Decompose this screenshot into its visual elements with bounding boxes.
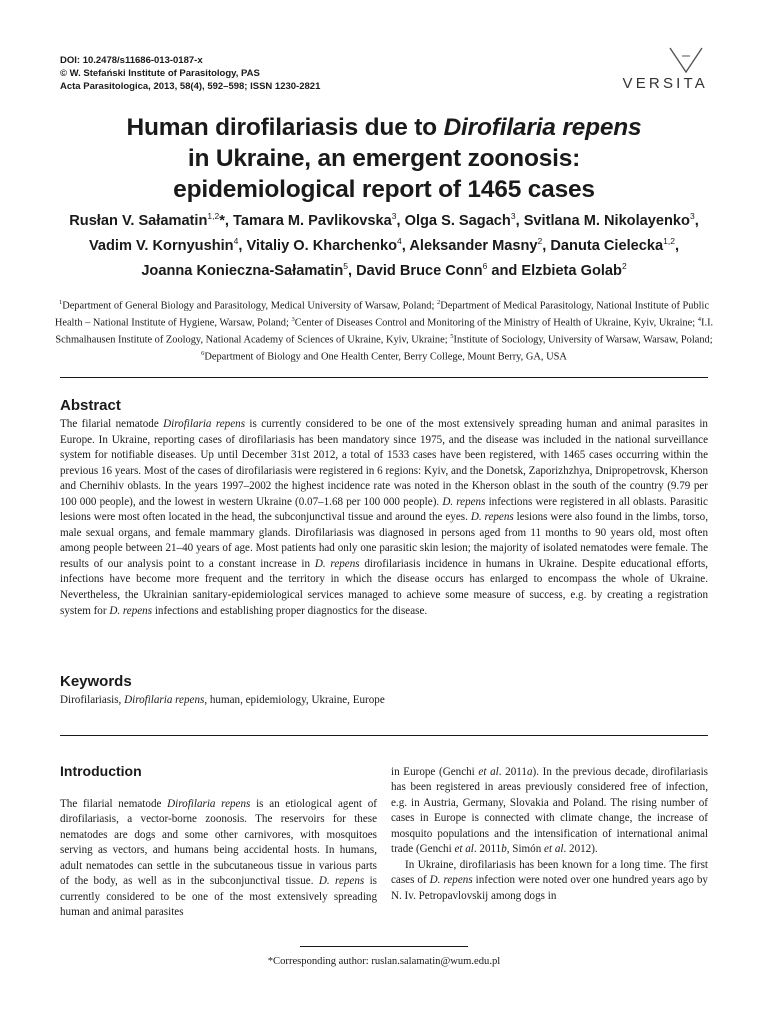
abstract-text-segment: The filarial nematode: [60, 418, 164, 430]
corresponding-author[interactable]: *Corresponding author: ruslan.salamatin@wum.edu.pl: [267, 956, 501, 967]
section-divider: [60, 377, 708, 378]
author-affil-sup: 2: [537, 235, 543, 246]
author-name: Elzbieta Golab: [521, 262, 622, 279]
intro-text-segment: ). In the previous decade, dirofilariasis has been registered in areas previously considered free of infection, e.g. in Austria, Germany, Slovakia and Poland. The rising number of cases in Europe is connected with climate change, the increase of mosquito populations and the intensification of international animal trade (Genchi: [391, 766, 708, 856]
intro-text-segment: in Europe (Genchi: [391, 766, 479, 778]
author-affil-sup: 1,2: [207, 211, 220, 221]
paper-title: [40, 112, 728, 205]
author-sep: ,: [238, 237, 247, 254]
author-line: [40, 206, 728, 231]
affil-sup: 1: [58, 299, 63, 306]
author-sep: ,: [542, 237, 551, 254]
versita-mark-icon: [586, 46, 708, 76]
author-name: David Bruce Conn: [356, 262, 483, 279]
author-sep: ,: [396, 212, 405, 229]
author-name: Tamara M. Pavlikovska: [233, 212, 392, 229]
intro-species: D. repens: [429, 874, 473, 887]
author-affil-sup: 4: [233, 235, 239, 246]
keywords-heading: Keywords: [60, 673, 132, 690]
intro-text-segment: . 2012).: [563, 843, 598, 856]
affiliation: Department of Biology and One Health Center, Berry College, Mount Berry, GA, USA: [204, 351, 567, 363]
journal-citation: Acta Parasitologica, 2013, 58(4), 592–598; ISSN 1230-2821: [60, 81, 321, 92]
abstract-text-segment: is currently considered to be one of the most extensively spreading human and animal parasites in Europe. In Ukraine, reporting cases of dirofilariasis has been mandatory since 1975, and the disease was included in the national surveillance system for notifiable diseases. Up until December 31st 2012, a total of 1533 cases have been registered, with 1465 cases occurring within the previous 16 years. Most of the cases of dirofilariasis were registered in 6 regions: Kyiv, and the Donetsk, Zaporizhzhya, Dnipropetrovsk, Kherson and Chernihiv oblasts. In the years 1997–2002 the highest incidence rate was noted in the Kherson oblast in the south of the country (9.79 per 100 000 people), and the lowest in western Ukraine (0.07–1.68 per 100 000 people).: [60, 418, 708, 508]
affiliation: Department of Medical Parasitology, National Institute of Public Health – National Institute of Hygiene, Warsaw, Poland;: [54, 300, 710, 329]
author-sep: ,: [401, 237, 410, 254]
abstract-species: D. repens: [314, 557, 360, 570]
introduction-heading: Introduction: [60, 763, 142, 779]
publisher-name: VERSITA: [622, 75, 708, 92]
title-species: Dirofilaria repens: [443, 114, 642, 141]
intro-species: D. repens: [318, 875, 365, 888]
affiliation: Department of General Biology and Parasitology, Medical University of Warsaw, Poland;: [62, 300, 437, 312]
doi[interactable]: DOI: 10.2478/s11686-013-0187-x: [60, 55, 203, 66]
footnote-rule: [300, 946, 468, 947]
author-affil-sup: 2: [621, 260, 627, 271]
keyword-species: Dirofilaria repens: [124, 694, 205, 706]
intro-right-column: [391, 765, 708, 904]
abstract-species: Dirofilaria repens: [163, 418, 246, 430]
author-name: Vadim V. Kornyushin: [88, 237, 234, 254]
intro-text-segment: The filarial nematode: [60, 798, 168, 810]
author-affil-sup: 1,2: [663, 235, 675, 246]
author-line: [40, 231, 728, 256]
author-affil-sup: 6: [482, 260, 488, 271]
affil-sup: 3: [291, 315, 295, 323]
abstract-species: D. repens: [442, 495, 486, 508]
abstract-species: D. repens: [109, 604, 153, 617]
author-sep: *,: [219, 212, 234, 229]
author-sep: ,: [674, 237, 680, 254]
affiliation: Institute of Sociology, University of Warsaw, Warsaw, Poland;: [453, 334, 713, 346]
intro-paragraph: [60, 797, 377, 921]
author-sep: ,: [515, 212, 524, 229]
title-line-3: epidemiological report of 1465 cases: [173, 176, 595, 203]
article-metadata: [60, 54, 320, 93]
author-name: Vitaliy O. Kharchenko: [246, 237, 398, 254]
author-affil-sup: 3: [510, 211, 516, 221]
author-sep: ,: [347, 262, 357, 279]
intro-text-segment: is an etiological agent of dirofilariasis, a vector-borne zoonosis. The reservoirs for these nematodes are dogs and some other carnivores, with mosquitoes serving as vectors, and humans being accidental hosts. In humans, adult nematodes can settle in the subcutaneous tissue in various parts of the body, as well as in the subconjunctival tissue.: [60, 798, 377, 888]
abstract-text-segment: lesions were also found in the limbs, torso, male sexual organs, and female mammary glands. Dirofilariasis was diagnosed in persons aged from 11 months to 90 years old, most often among people between 21–40 years of age. Most patients had only one parasitic skin lesion; the majority of isolated nematodes were female. The results of our analysis point to a constant increase in: [60, 511, 708, 570]
author-name: Danuta Cielecka: [550, 237, 664, 254]
publisher-logo: [586, 46, 708, 92]
author-name: Joanna Konieczna-Sałamatin: [141, 262, 344, 279]
title-line-1: Human dirofilariasis due to: [126, 114, 444, 141]
intro-paragraph: [391, 765, 708, 858]
author-affil-sup: 3: [391, 211, 397, 221]
author-name: Olga S. Sagach: [404, 212, 511, 229]
abstract-species: D. repens: [470, 511, 514, 524]
author-affil-sup: 3: [689, 211, 695, 221]
intro-text-segment: infection were noted over one hundred years ago by N. Iv. Petropavlovskij among dogs in: [391, 874, 708, 902]
affil-sup: 6: [201, 349, 205, 357]
keyword: , human, epidemiology, Ukraine, Europe: [204, 694, 385, 706]
title-line-2: in Ukraine, an emergent zoonosis:: [187, 145, 581, 172]
author-affil-sup: 4: [397, 235, 402, 246]
abstract-heading: Abstract: [60, 397, 121, 414]
affil-sup: 2: [436, 299, 441, 306]
intro-text-segment: In Ukraine, dirofilariasis has been known for a long time. The first cases of: [391, 858, 708, 887]
author-name: Rusłan V. Sałamatin: [69, 212, 208, 229]
author-affil-sup: 5: [343, 260, 348, 271]
keywords-list: [60, 693, 708, 708]
intro-citation-etal: et al: [454, 843, 474, 856]
intro-citation-etal: et al: [478, 766, 499, 778]
author-sep: ,: [694, 212, 699, 229]
intro-text-segment: . 2011: [473, 843, 502, 856]
affiliation: Center of Diseases Control and Monitoring of the Ministry of Health of Ukraine, Kyiv, Ukraine;: [294, 317, 698, 329]
affiliations: [48, 296, 720, 364]
intro-text-segment: . 2011: [498, 766, 527, 778]
section-divider: [60, 735, 708, 736]
abstract-text-segment: infections and establishing proper diagnostics for the disease.: [152, 604, 428, 617]
abstract-text: [60, 417, 708, 619]
author-name: Aleksander Masny: [409, 237, 538, 254]
intro-species: Dirofilaria repens: [167, 798, 251, 810]
intro-citation-letter: b: [501, 843, 507, 856]
keyword: Dirofilariasis,: [60, 694, 125, 706]
intro-text-segment: is currently considered to be one of the most extensively spreading human and animal parasites: [60, 875, 377, 919]
intro-citation-etal: et al: [544, 843, 564, 856]
abstract-text-segment: dirofilariasis incidence in humans in Ukraine. Despite educational efforts, infections have become more frequent and the territory in which the disease occurs has enlarged to encompass the whole of Ukraine. Nevertheless, the Ukrainian sanitary-epidemiological services managed to achieve some measure of success, e.g. by creating a registration system for: [60, 557, 708, 617]
copyright: © W. Stefański Institute of Parasitology, PAS: [60, 68, 260, 79]
author-line: [40, 256, 728, 281]
author-list: [40, 206, 728, 281]
intro-left-column: [60, 797, 377, 921]
author-sep: and: [487, 262, 522, 279]
affiliation: I.I. Schmalhausen Institute of Zoology, National Academy of Sciences of Ukraine, Kyiv, Ukraine;: [55, 317, 714, 346]
author-name: Svitlana M. Nikolayenko: [523, 212, 690, 229]
abstract-text-segment: infections were registered in all oblasts. Parasitic lesions were most often located in the head, the subconjunctival tissue and around the eyes.: [60, 495, 708, 524]
affil-sup: 4: [697, 315, 702, 323]
intro-citation-letter: a: [526, 766, 533, 778]
intro-text-segment: , Simón: [506, 843, 545, 856]
intro-paragraph: [391, 858, 708, 904]
affil-sup: 5: [450, 332, 454, 340]
